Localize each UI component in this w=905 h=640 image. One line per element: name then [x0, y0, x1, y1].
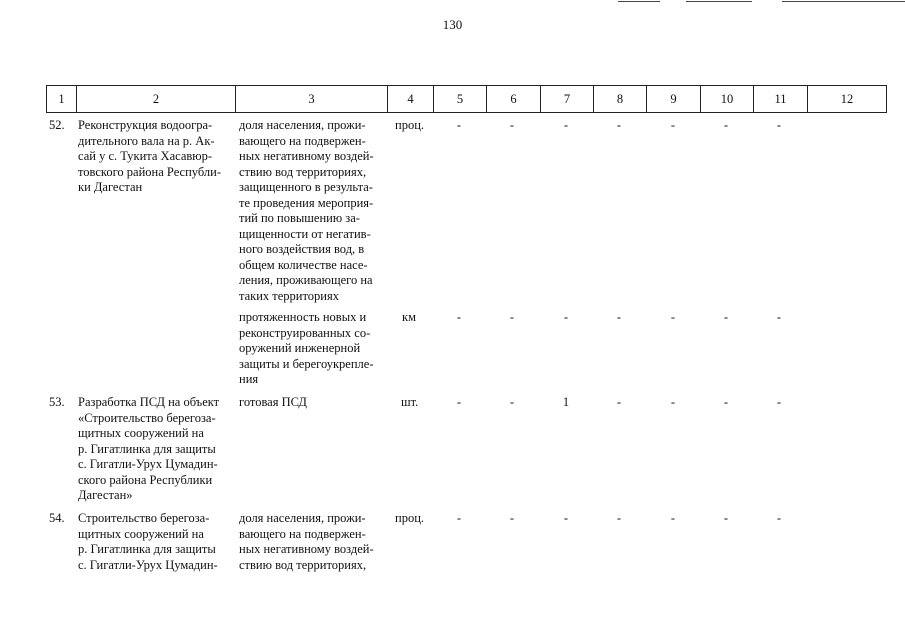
measure-name-line: с. Гигатли-Урух Цумадин- [78, 557, 218, 572]
indicator-line: оружений инженерной [239, 341, 361, 355]
indicator-line: общем количестве насе- [239, 257, 368, 272]
indicator-line: доля населения, прожи- [239, 511, 366, 525]
value-cell: 1 [562, 395, 570, 409]
indicator-line: готовая ПСД [239, 395, 307, 409]
indicator-name [239, 310, 389, 388]
value-cell: - [723, 511, 729, 525]
indicator-line: защиты и берегоукрепле- [239, 356, 374, 371]
value-cell: - [723, 310, 729, 324]
top-rule [782, 1, 905, 2]
column-header: 8 [593, 86, 646, 112]
value-cell: - [670, 118, 676, 132]
value-cell: - [670, 310, 676, 324]
measure-name-line: Строительство берегоза- [78, 511, 210, 525]
indicator-line: вающего на подвержен- [239, 526, 366, 541]
measure-name-line: Разработка ПСД на объект [78, 395, 220, 409]
unit: км [402, 310, 416, 324]
value-cell: - [776, 118, 782, 132]
unit: проц. [395, 511, 425, 525]
indicator-line: ствию вод территориях, [239, 164, 367, 179]
value-cell: - [456, 310, 462, 324]
value-cell: - [776, 395, 782, 409]
indicator-line: вающего на подвержен- [239, 133, 366, 148]
row-number: 52. [49, 118, 65, 132]
column-header: 11 [753, 86, 807, 112]
value-cell: - [456, 511, 462, 525]
column-header: 3 [235, 86, 387, 112]
indicator-line: ния [239, 372, 259, 386]
indicator-line: ления, проживающего на [239, 273, 373, 287]
unit: шт. [401, 395, 419, 409]
measure-name-line: с. Гигатли-Урух Цумадин- [78, 457, 218, 471]
value-cell: - [616, 395, 622, 409]
unit: проц. [395, 118, 425, 132]
value-cell: - [509, 511, 515, 525]
measure-name-line: щитных сооружений на [78, 526, 204, 541]
top-rule [618, 1, 660, 2]
measure-name-line: щитных сооружений на [78, 426, 204, 440]
column-header: 6 [486, 86, 540, 112]
value-cell: - [616, 118, 622, 132]
column-header: 7 [540, 86, 593, 112]
column-header: 1 [46, 86, 76, 112]
column-header: 5 [433, 86, 486, 112]
column-header: 4 [387, 86, 433, 112]
indicator-line: ствию вод территориях, [239, 557, 367, 572]
measure-name [78, 511, 233, 573]
indicator-line: ного воздействия вод, в [239, 242, 365, 256]
measure-name-line: р. Гигатлинка для защиты [78, 441, 216, 456]
measure-name-line: ского района Республики [78, 472, 213, 487]
value-cell: - [563, 118, 569, 132]
indicator-line: ных негативному воздей- [239, 542, 374, 556]
measure-name-line: ки Дагестан [78, 180, 143, 194]
column-header: 9 [646, 86, 700, 112]
value-cell: - [509, 118, 515, 132]
indicator-line: защищенного в результа- [239, 180, 373, 194]
indicator-line: таких территориях [239, 288, 339, 303]
row-number: 53. [49, 395, 65, 409]
measure-name-line: дительного вала на р. Ак- [78, 133, 215, 148]
value-cell: - [456, 395, 462, 409]
top-rule [686, 1, 752, 2]
indicator-line: тий по повышению за- [239, 211, 360, 225]
indicator-name [239, 395, 389, 411]
page-number: 130 [442, 17, 463, 32]
measure-name [78, 395, 233, 504]
value-cell: - [670, 395, 676, 409]
indicator-line: реконструированных со- [239, 325, 371, 340]
measure-name-line: товского района Республи- [78, 164, 222, 179]
value-cell: - [563, 310, 569, 324]
value-cell: - [616, 511, 622, 525]
measure-name-line: Дагестан» [78, 488, 133, 502]
indicator-line: ных негативному воздей- [239, 149, 374, 163]
value-cell: - [776, 310, 782, 324]
measure-name [78, 118, 233, 196]
value-cell: - [509, 395, 515, 409]
measure-name-line: сай у с. Тукита Хасавюр- [78, 149, 213, 163]
column-header: 10 [700, 86, 753, 112]
indicator-line: протяженность новых и [239, 310, 367, 324]
indicator-name [239, 118, 389, 304]
column-header: 2 [76, 86, 235, 112]
value-cell: - [723, 395, 729, 409]
indicator-line: те проведения мероприя- [239, 195, 374, 210]
column-header: 12 [807, 86, 887, 112]
measure-name-line: «Строительство берегоза- [78, 410, 216, 425]
value-cell: - [776, 511, 782, 525]
value-cell: - [563, 511, 569, 525]
value-cell: - [616, 310, 622, 324]
value-cell: - [670, 511, 676, 525]
value-cell: - [456, 118, 462, 132]
indicator-name [239, 511, 389, 573]
value-cell: - [509, 310, 515, 324]
indicator-line: щищенности от негатив- [239, 226, 371, 241]
table-header [46, 85, 887, 113]
measure-name-line: Реконструкция водоогра- [78, 118, 213, 132]
indicator-line: доля населения, прожи- [239, 118, 366, 132]
value-cell: - [723, 118, 729, 132]
row-number: 54. [49, 511, 65, 525]
measure-name-line: р. Гигатлинка для защиты [78, 542, 216, 556]
